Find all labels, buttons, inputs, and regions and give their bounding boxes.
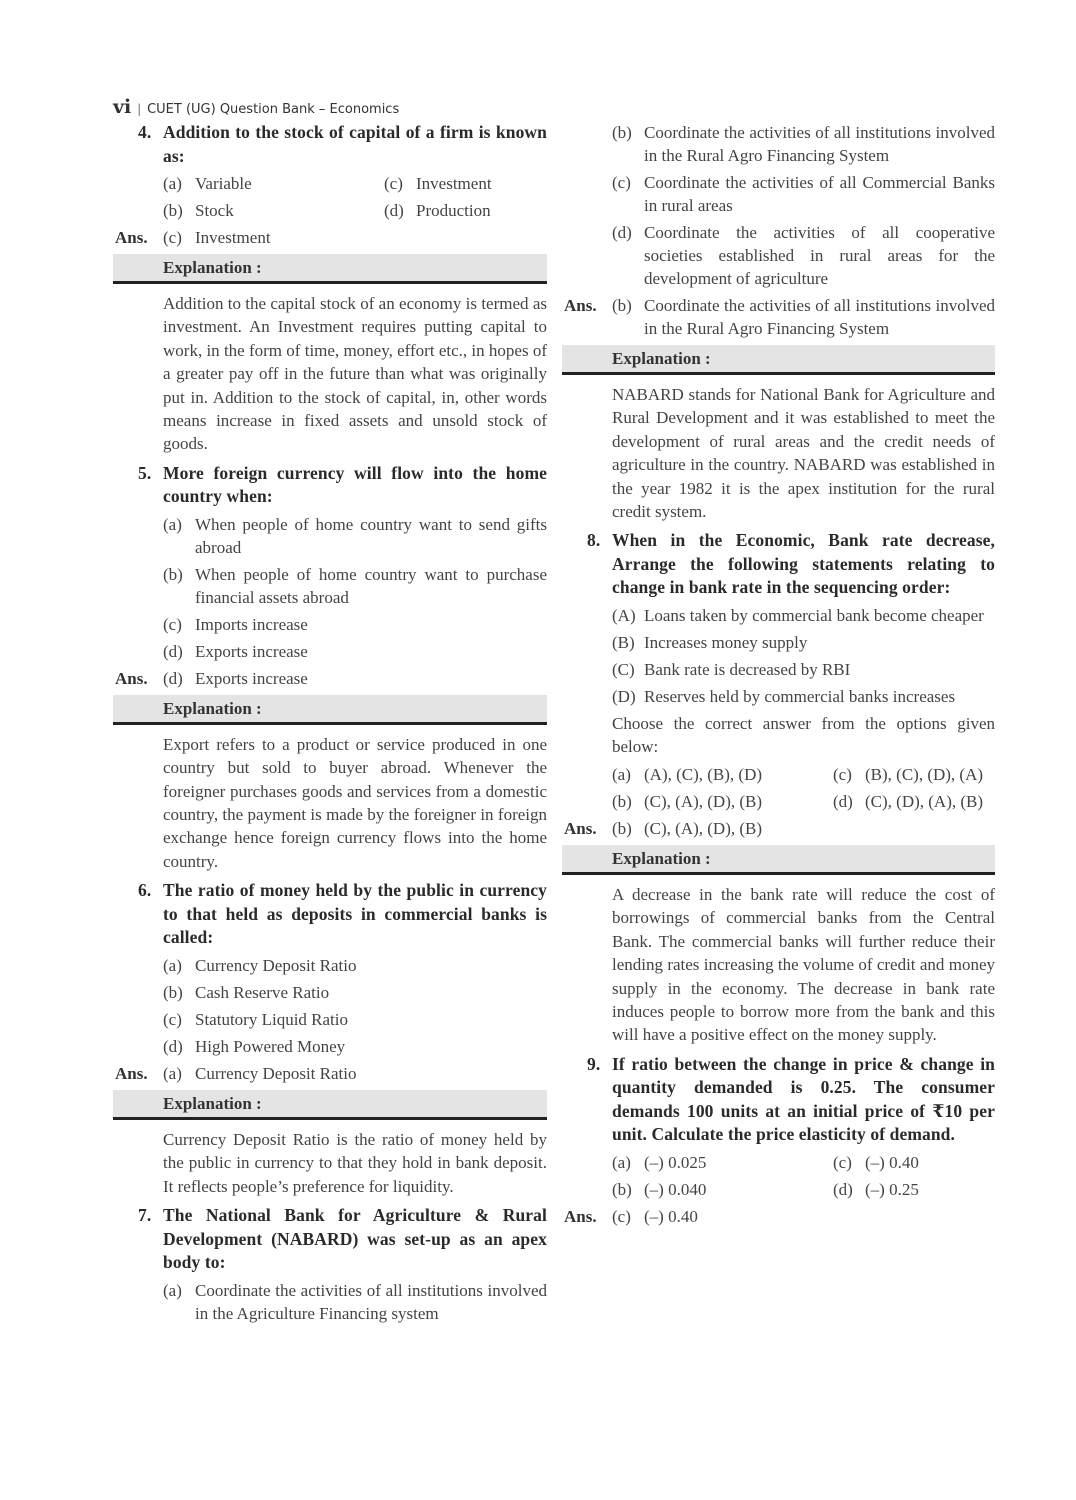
option — [384, 172, 547, 195]
question-text: The ratio of money held by the public in currency to that held as deposits in commercial banks is called: — [163, 880, 547, 948]
option-text: Cash Reserve Ratio — [195, 982, 330, 1002]
option-label: (d) — [612, 223, 632, 242]
option — [163, 172, 384, 195]
statement — [612, 631, 995, 654]
option — [612, 1178, 833, 1201]
statement-label: (C) — [612, 659, 635, 679]
option — [612, 763, 833, 786]
option-text: (B), (C), (D), (A) — [865, 764, 984, 784]
option-label: (c) — [833, 1152, 852, 1172]
question-number: 8. — [587, 530, 601, 551]
option-label: (b) — [612, 1179, 632, 1199]
statement-text: Loans taken by commercial bank become cheaper — [644, 605, 984, 625]
explanation-text: Currency Deposit Ratio is the ratio of money held by the public in currency to that they hold in bank deposit. It reflects people’s preference for liquidity. — [163, 1129, 547, 1196]
option — [163, 640, 547, 663]
option — [612, 221, 995, 290]
answer-text: Currency Deposit Ratio — [195, 1063, 357, 1083]
question-4 — [113, 121, 547, 168]
explanation-text: A decrease in the bank rate will reduce the cost of borrowings of commercial banks from the Central Bank. The commercial banks will further reduce their lending rates increasing the volume of credit and money supply in the economy. The decrease in bank rate induces people to borrow more from the bank and this will have a positive effect on the money supply. — [612, 884, 995, 1045]
option-text: Variable — [195, 174, 252, 193]
question-8-prompt: Choose the correct answer from the options given below: — [612, 713, 995, 756]
option-label: (c) — [384, 174, 403, 193]
header-separator: | — [137, 102, 141, 117]
option — [163, 563, 547, 609]
question-4-options — [113, 172, 547, 222]
option-text: (–) 0.040 — [644, 1179, 707, 1199]
option-text: Coordinate the activities of all institutions involved in the Agriculture Financing system — [195, 1280, 547, 1323]
option-text: Exports increase — [195, 641, 308, 661]
option-text: Production — [416, 201, 491, 220]
question-number: 5. — [138, 462, 152, 483]
question-text: Addition to the stock of capital of a firm is known as: — [163, 122, 547, 166]
option — [163, 954, 547, 977]
option-text: (–) 0.25 — [865, 1179, 919, 1199]
answer-text: (C), (A), (D), (B) — [644, 818, 763, 838]
explanation-text: Export refers to a product or service produced in one country but sold to buyer abroad. Whenever the foreigner purchases goods and services from a domestic country, the payment is made by the foreigner in foreign exchange hence foreign currency flows into the home country. — [163, 734, 547, 871]
answer-key: Ans. — [564, 1206, 597, 1226]
right-column — [562, 121, 995, 1233]
option — [612, 790, 833, 813]
answer-label: (c) — [163, 228, 182, 247]
option-label: (c) — [163, 1009, 182, 1029]
statement-text: Bank rate is decreased by RBI — [644, 659, 851, 679]
question-8-statements — [562, 604, 995, 708]
answer-key: Ans. — [564, 818, 597, 838]
answer-label: (b) — [612, 818, 632, 838]
option — [833, 1151, 995, 1174]
option-text: Currency Deposit Ratio — [195, 955, 357, 975]
option-text: (–) 0.40 — [865, 1152, 919, 1172]
explanation-heading: Explanation : — [113, 254, 547, 284]
question-7-options-continued — [562, 121, 995, 290]
statement-text: Increases money supply — [644, 632, 808, 652]
explanation-text: NABARD stands for National Bank for Agriculture and Rural Development and it was established to meet the development of rural areas and the credit needs of agriculture in the country. NABARD was established in the year 1982 it is the apex institution for the rural credit system. — [612, 385, 995, 522]
left-column — [113, 121, 547, 1329]
option — [612, 171, 995, 217]
explanation-text: Addition to the capital stock of an economy is termed as investment. An Investment requires putting capital to work, in the form of time, money, effort etc., in hopes of a greater pay off in the future than what was originally put in. Addition to the stock of capital, in, other words means increase in fixed assets and unsold stock of goods. — [163, 294, 547, 454]
question-6-options — [113, 954, 547, 1058]
question-number: 7. — [138, 1205, 152, 1225]
answer-key: Ans. — [115, 668, 148, 688]
option-label: (a) — [612, 764, 631, 784]
option-text: High Powered Money — [195, 1036, 346, 1056]
option — [163, 981, 547, 1004]
option-label: (a) — [163, 1280, 182, 1300]
statement-text: Reserves held by commercial banks increases — [644, 686, 956, 706]
question-text: The National Bank for Agriculture & Rural Development (NABARD) was set-up as an apex body to: — [163, 1205, 547, 1272]
option-label: (b) — [163, 564, 183, 584]
answer — [113, 667, 547, 690]
answer-label: (a) — [163, 1063, 182, 1083]
statement-label: (D) — [612, 686, 636, 706]
option-label: (b) — [612, 791, 632, 811]
option-text: (C), (A), (D), (B) — [644, 791, 763, 811]
question-number: 6. — [138, 880, 152, 901]
option-text: Stock — [195, 201, 234, 220]
option-label: (d) — [163, 641, 183, 661]
answer-text: Investment — [195, 228, 271, 247]
option-text: Coordinate the activities of all Commercial Banks in rural areas — [644, 173, 995, 215]
option — [612, 121, 995, 167]
option-label: (a) — [163, 174, 182, 193]
answer-text: Coordinate the activities of all institutions involved in the Rural Agro Financing System — [644, 296, 995, 338]
explanation-heading: Explanation : — [562, 345, 995, 375]
question-7-options — [113, 1279, 547, 1325]
option-label: (c) — [612, 173, 631, 192]
answer-text: Exports increase — [195, 668, 308, 688]
option-label: (d) — [833, 791, 853, 811]
statement — [612, 685, 995, 708]
option-text: Imports increase — [195, 614, 308, 634]
option-text: (–) 0.025 — [644, 1152, 707, 1172]
answer-label: (b) — [612, 296, 632, 315]
option — [163, 1035, 547, 1058]
option — [163, 1279, 547, 1325]
question-5-options — [113, 513, 547, 663]
option-label: (b) — [163, 201, 183, 220]
answer — [562, 817, 995, 840]
question-text: If ratio between the change in price & change in quantity demanded is 0.25. The consumer demands 100 units at an initial price of ₹10 per unit. Calculate the price elasticity of demand. — [612, 1053, 995, 1145]
question-text: More foreign currency will flow into the home country when: — [163, 462, 547, 507]
option-label: (a) — [612, 1152, 631, 1172]
option — [833, 790, 995, 813]
option — [833, 763, 995, 786]
question-7 — [113, 1204, 547, 1275]
question-8-options — [562, 763, 995, 813]
statement — [612, 658, 995, 681]
option-label: (d) — [384, 201, 404, 220]
option — [833, 1178, 995, 1201]
statement — [612, 604, 995, 627]
option-label: (b) — [612, 123, 632, 142]
explanation-heading: Explanation : — [113, 695, 547, 725]
option-label: (c) — [163, 614, 182, 634]
answer-label: (c) — [612, 1206, 631, 1226]
option-label: (d) — [833, 1179, 853, 1199]
option-text: (A), (C), (B), (D) — [644, 764, 763, 784]
option-label: (b) — [163, 982, 183, 1002]
answer-key: Ans. — [115, 1063, 148, 1083]
answer-key: Ans. — [564, 296, 597, 315]
option-label: (d) — [163, 1036, 183, 1056]
answer-text: (–) 0.40 — [644, 1206, 698, 1226]
option — [163, 199, 384, 222]
running-header — [113, 96, 399, 118]
statement-label: (A) — [612, 605, 636, 625]
question-9 — [562, 1053, 995, 1147]
answer-label: (d) — [163, 668, 183, 688]
option — [163, 1008, 547, 1031]
answer — [113, 226, 547, 249]
question-number: 4. — [138, 122, 152, 142]
option-text: When people of home country want to purchase financial assets abroad — [195, 564, 547, 607]
question-5 — [113, 462, 547, 509]
option — [612, 1151, 833, 1174]
statement-label: (B) — [612, 632, 635, 652]
option-label: (a) — [163, 514, 182, 534]
question-6 — [113, 879, 547, 950]
book-title: CUET (UG) Question Bank – Economics — [147, 102, 400, 117]
option — [384, 199, 547, 222]
answer — [562, 1205, 995, 1228]
page-number: vi — [113, 96, 132, 118]
option-text: Statutory Liquid Ratio — [195, 1009, 348, 1029]
answer-key: Ans. — [115, 228, 148, 247]
question-9-options — [562, 1151, 995, 1201]
option-text: Coordinate the activities of all institutions involved in the Rural Agro Financing System — [644, 123, 995, 165]
option-label: (c) — [833, 764, 852, 784]
explanation-heading: Explanation : — [562, 845, 995, 875]
option — [163, 513, 547, 559]
option-text: (C), (D), (A), (B) — [865, 791, 984, 811]
option-text: Investment — [416, 174, 492, 193]
explanation-heading: Explanation : — [113, 1090, 547, 1120]
option — [163, 613, 547, 636]
question-8 — [562, 529, 995, 600]
option-text: When people of home country want to send gifts abroad — [195, 514, 547, 557]
option-label: (a) — [163, 955, 182, 975]
answer — [113, 1062, 547, 1085]
option-text: Coordinate the activities of all cooperative societies established in rural areas for the development of agriculture — [644, 223, 995, 288]
question-number: 9. — [587, 1053, 601, 1074]
answer — [562, 294, 995, 340]
question-text: When in the Economic, Bank rate decrease, Arrange the following statements relating to change in bank rate in the sequencing order: — [612, 530, 995, 598]
